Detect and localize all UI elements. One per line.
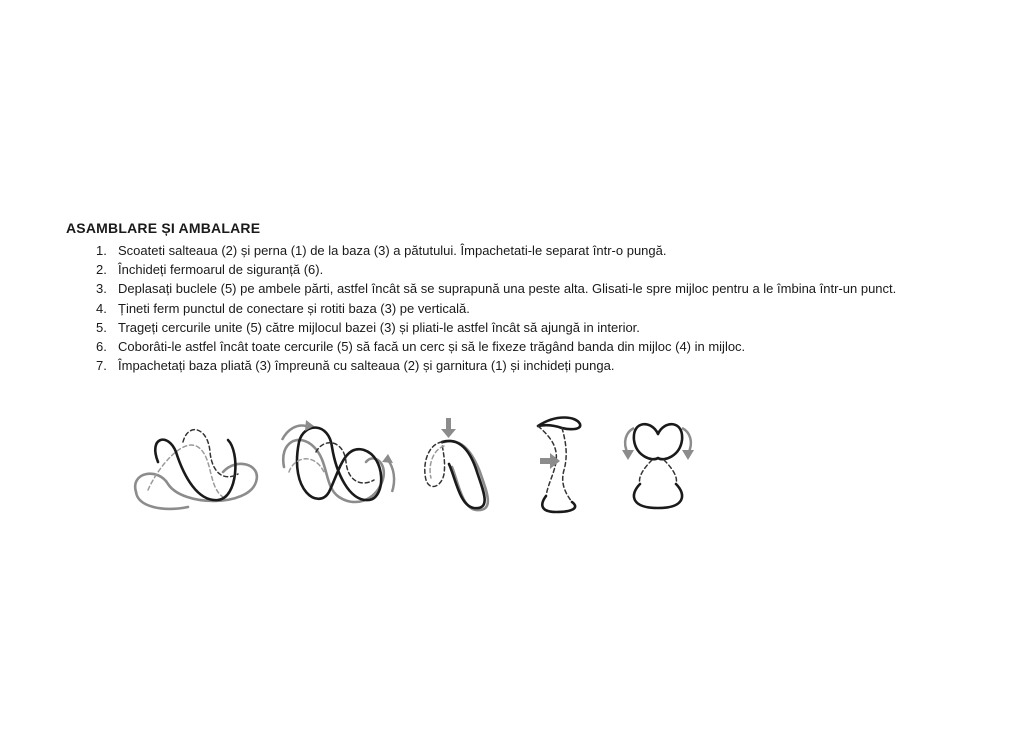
- step-item: [66, 299, 986, 318]
- step-number: 1.: [96, 243, 107, 258]
- step-item: [66, 337, 986, 356]
- step-number: 4.: [96, 300, 107, 316]
- step-number: 7.: [96, 358, 107, 374]
- figure-overlap-loops: [128, 412, 263, 517]
- figure-push-middle: [526, 412, 606, 517]
- step-number: 6.: [96, 339, 107, 355]
- step-text: Trageți cercurile unite (5) către mijlocul bazei (3) și pliati-le astfel încât să ajungă in interior.: [118, 319, 640, 335]
- figure-join-loops: [274, 412, 404, 517]
- assembly-section: [66, 219, 986, 375]
- step-text: Scoateti salteaua (2) și perna (1) de la baza (3) a pătutului. Împachetati-le separat într-o pungă.: [118, 243, 667, 258]
- step-number: 3.: [96, 281, 107, 297]
- step-item: [66, 318, 986, 337]
- step-text: Împachetați baza pliată (3) împreună cu salteaua (2) și garnitura (1) și inchideți punga.: [118, 358, 615, 374]
- step-item: [66, 241, 986, 260]
- step-item: [66, 260, 986, 279]
- figure-fold-circle: [612, 412, 708, 517]
- steps-list: [66, 241, 986, 375]
- step-text: Deplasați buclele (5) pe ambele părti, astfel încât să se suprapună una peste alta. Glisati-le spre mijloc pentru a le îmbina într-un punct.: [118, 281, 897, 297]
- step-number: 2.: [96, 262, 107, 278]
- step-number: 5.: [96, 319, 107, 335]
- step-text: Închideți fermoarul de siguranță (6).: [118, 262, 324, 278]
- section-title: ASAMBLARE ȘI AMBALARE: [66, 220, 261, 236]
- figure-rotate-vertical: [414, 412, 504, 517]
- step-text: Coborâti-le astfel încât toate cercurile (5) să facă un cerc și să le fixeze trăgând banda din mijloc (4) in mijloc.: [118, 339, 746, 355]
- step-item: [66, 356, 986, 375]
- step-item: [66, 279, 986, 298]
- step-text: Țineti ferm punctul de conectare și rotiti baza (3) pe verticală.: [118, 300, 470, 316]
- illustrations-row: [128, 412, 708, 522]
